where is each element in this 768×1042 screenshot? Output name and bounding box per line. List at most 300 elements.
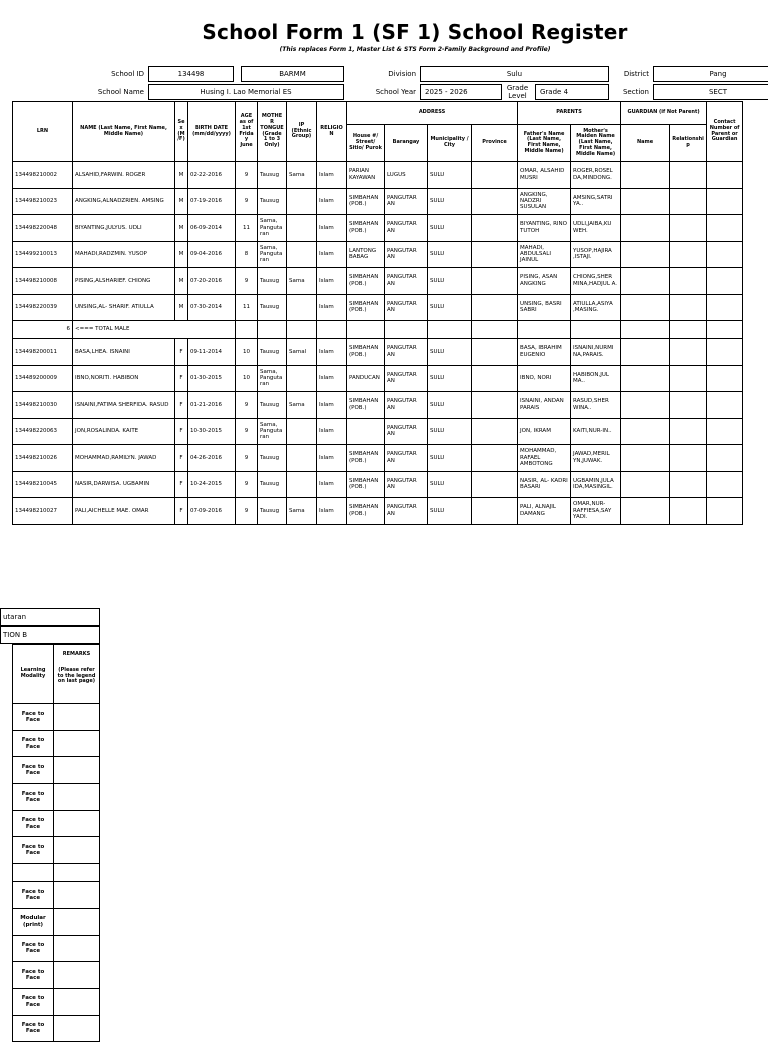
cell-religion: Islam [317,445,347,472]
cell-municipality: SULU [428,418,472,445]
cell-barangay: PANGUTAR AN [385,471,428,498]
cell-sex: M [175,215,188,242]
cell-lrn: 134498210008 [13,268,73,295]
cell-name: NASIR,DARWISA. UGBAMIN [73,471,175,498]
cell-lrn: 134489200009 [13,365,73,392]
total-row-cell [707,321,743,339]
cell-guardian-name [621,188,670,215]
remarks-cell [54,730,100,757]
cell-tongue: Tausug [258,162,287,189]
cell-tongue: Tausug [258,392,287,419]
modality-row [13,730,100,757]
cell-birth: 01-30-2015 [188,365,236,392]
municipality-header: Municipality / City [428,125,472,162]
remarks-title: REMARKS [62,651,91,657]
cell-name: ANGKING,ALNADZRIEN. AMSING [73,188,175,215]
remarks-cell [54,908,100,935]
cell-house: SIMBAHAN (POB.) [347,268,385,295]
cell-tongue: Tausug [258,471,287,498]
modality-row [13,810,100,837]
cell-age: 9 [236,268,258,295]
cell-tongue: Sama, Pangutaran [258,365,287,392]
modality-row [13,962,100,989]
cell-ip [287,418,317,445]
cell-name: ALSAHID,FARWIN. ROGER [73,162,175,189]
cell-ip: Sama [287,392,317,419]
total-row-cell [236,321,258,339]
cell-sex: F [175,339,188,366]
cell-ip [287,188,317,215]
section-field: SECT [653,84,768,100]
cell-house: PANDUCAN [347,365,385,392]
cell-father: MAHADI, ABDULSALI JAINUL [518,241,571,268]
school-name-field: Husing I. Lao Memorial ES [148,84,344,100]
cell-province [472,215,518,242]
cell-contact [707,294,743,321]
cell-guardian-name [621,339,670,366]
cell-religion: Islam [317,471,347,498]
total-row-cell [287,321,317,339]
table-row [13,339,743,366]
cell-province [472,365,518,392]
cell-municipality: SULU [428,392,472,419]
cell-barangay: PANGUTAR AN [385,294,428,321]
religion-header: RELIGION [317,102,347,162]
modality-row [13,704,100,731]
modality-header: Learning Modality [13,645,54,704]
modality-row [13,784,100,811]
school-id-label: School ID [111,69,144,78]
cell-contact [707,392,743,419]
contact-header: Contact Number of Parent or Guardian [707,102,743,162]
modality-cell: Face to Face [13,882,54,909]
cell-municipality: SULU [428,471,472,498]
cell-sex: F [175,445,188,472]
grade-level-label: Grade Level [506,83,529,100]
cell-relationship [670,188,707,215]
cell-birth: 06-09-2014 [188,215,236,242]
cell-relationship [670,241,707,268]
division-field: Sulu [420,66,609,82]
province-header: Province [472,125,518,162]
total-row-cell [621,321,670,339]
cell-age: 11 [236,294,258,321]
school-year-field: 2025 - 2026 [420,84,502,100]
cell-sex: M [175,188,188,215]
cell-house: SIMBAHAN (POB.) [347,215,385,242]
cell-mother: YUSOP,HAJIRA ,ISTAJI. [571,241,621,268]
school-id-field: 134498 [148,66,234,82]
cell-father: IBNO, NORI [518,365,571,392]
cell-mother: UDLI,JAIBA,KU WEH. [571,215,621,242]
cell-ip: Sama [287,162,317,189]
cell-barangay: PANGUTAR AN [385,268,428,295]
birth-date-header: BIRTH DATE (mm/dd/yyyy) [188,102,236,162]
cell-lrn: 134498210027 [13,498,73,525]
cell-barangay: PANGUTAR AN [385,188,428,215]
cell-province [472,392,518,419]
cell-religion: Islam [317,294,347,321]
cell-age: 10 [236,365,258,392]
cell-contact [707,418,743,445]
cell-house: PARIAN KAYAWAN [347,162,385,189]
cell-guardian-name [621,471,670,498]
cell-name: JON,ROSALINDA. KAITE [73,418,175,445]
modality-cell: Face to Face [13,730,54,757]
cell-tongue: Sama, Pangutaran [258,241,287,268]
cell-lrn: 134498220039 [13,294,73,321]
cell-municipality: SULU [428,268,472,295]
modality-cell: Face to Face [13,757,54,784]
cell-province [472,339,518,366]
cell-guardian-name [621,418,670,445]
cell-house: LANTONG BABAG [347,241,385,268]
cell-lrn: 134498220063 [13,418,73,445]
modality-row [13,908,100,935]
total-male-count: 6 [13,321,73,339]
cell-relationship [670,471,707,498]
remarks-cell [54,882,100,909]
modality-cell: Face to Face [13,988,54,1015]
cell-birth: 07-09-2016 [188,498,236,525]
total-row-cell [317,321,347,339]
cell-birth: 02-22-2016 [188,162,236,189]
cell-barangay: PANGUTAR AN [385,498,428,525]
cell-municipality: SULU [428,162,472,189]
cell-ip: Sama [287,268,317,295]
cell-guardian-name [621,241,670,268]
guardian-header: GUARDIAN (if Not Parent) [621,102,707,125]
house-header: House #/ Street/ Sitio/ Purok [347,125,385,162]
cell-religion: Islam [317,498,347,525]
remarks-cell [54,837,100,864]
cell-birth: 04-26-2016 [188,445,236,472]
cell-ip [287,365,317,392]
sex-header: Sex (M/F) [175,102,188,162]
cell-name: PALI,AICHELLE MAE. OMAR [73,498,175,525]
cell-province [472,471,518,498]
cell-mother: KAITI,NUR-IN.. [571,418,621,445]
form-subtitle: (This replaces Form 1, Master List & STS Form 2-Family Background and Profile) [279,46,551,53]
cell-sex: F [175,392,188,419]
cell-house: SIMBAHAN (POB.) [347,392,385,419]
cell-father: ISNAINI, ANDAN PARAIS [518,392,571,419]
cell-religion: Islam [317,365,347,392]
father-header: Father's Name (Last Name, First Name, Middle Name) [518,125,571,162]
age-header: AGE as of 1st Friday June [236,102,258,162]
cell-father: OMAR, ALSAHID MUSRI [518,162,571,189]
cell-religion: Islam [317,215,347,242]
table-row [13,392,743,419]
cell-barangay: PANGUTAR AN [385,365,428,392]
remarks-note: (Please refer to the legend on last page) [57,666,96,685]
cell-guardian-name [621,294,670,321]
cell-relationship [670,392,707,419]
cell-name: MAHADI,RADZMIN. YUSOP [73,241,175,268]
cell-municipality: SULU [428,241,472,268]
cell-contact [707,162,743,189]
modality-cell: Face to Face [13,704,54,731]
cell-tongue: Tausug [258,498,287,525]
cell-house: SIMBAHAN (POB.) [347,445,385,472]
cell-municipality: SULU [428,445,472,472]
table-row [13,445,743,472]
cell-contact [707,241,743,268]
cell-relationship [670,294,707,321]
table-row [13,215,743,242]
cell-mother: AMSING,SATRI YA.. [571,188,621,215]
cell-barangay: PANGUTAR AN [385,241,428,268]
form-title: School Form 1 (SF 1) School Register [202,20,628,44]
cell-father: JON, IKRAM [518,418,571,445]
cell-lrn: 134498210030 [13,392,73,419]
cell-religion: Islam [317,241,347,268]
cell-mother: OMAR,NUR-RAFFIESA,SAY YADI. [571,498,621,525]
cell-birth: 09-11-2014 [188,339,236,366]
cell-ip [287,445,317,472]
table-row [13,498,743,525]
cell-contact [707,365,743,392]
cell-ip: Sama [287,498,317,525]
cell-ip: Samal [287,339,317,366]
parents-header: PARENTS [518,102,621,125]
modality-row [13,935,100,962]
cell-province [472,188,518,215]
cell-guardian-name [621,365,670,392]
cell-ip [287,471,317,498]
school-name-label: School Name [97,87,144,96]
remarks-cell [54,784,100,811]
cell-municipality: SULU [428,339,472,366]
cell-age: 8 [236,241,258,268]
name-header: NAME (Last Name, First Name, Middle Name) [73,102,175,162]
cell-relationship [670,268,707,295]
cell-province [472,268,518,295]
cell-name: PISING,ALSHARIEF. CHIONG [73,268,175,295]
cell-contact [707,339,743,366]
cell-relationship [670,445,707,472]
table-row [13,418,743,445]
total-male-label: <=== TOTAL MALE [73,321,236,339]
cell-guardian-name [621,392,670,419]
remarks-cell [54,757,100,784]
total-row-cell [670,321,707,339]
cell-barangay: PANGUTAR AN [385,392,428,419]
cell-name: MOHAMMAD,RAMILYN. JAWAD [73,445,175,472]
cell-tongue: Sama, Pangutaran [258,418,287,445]
cell-mother: ISNAINI,NURMI NA,PARAIS. [571,339,621,366]
cell-relationship [670,418,707,445]
cell-sex: M [175,268,188,295]
cell-name: UNSING,AL- SHARIF. ATIULLA [73,294,175,321]
cell-house: SIMBAHAN (POB.) [347,188,385,215]
cell-age: 11 [236,215,258,242]
cell-house [347,418,385,445]
cell-sex: F [175,365,188,392]
cell-tongue: Tausug [258,445,287,472]
cell-mother: ATIULLA,ASIYA ,MASING. [571,294,621,321]
total-row-cell [347,321,385,339]
total-row-cell [472,321,518,339]
modality-cell: Face to Face [13,810,54,837]
cell-barangay: PANGUTAR AN [385,215,428,242]
cell-lrn: 134499210013 [13,241,73,268]
cell-lrn: 134498210023 [13,188,73,215]
cell-tongue: Tausug [258,268,287,295]
cell-age: 9 [236,188,258,215]
remarks-cell [54,810,100,837]
cell-municipality: SULU [428,365,472,392]
cell-province [472,162,518,189]
modality-cell: Face to Face [13,1015,54,1042]
modality-cell: Face to Face [13,837,54,864]
mother-tongue-header: MOTHER TONGUE (Grade 1 to 3 Only) [258,102,287,162]
cell-contact [707,445,743,472]
cell-guardian-name [621,162,670,189]
address-header: ADDRESS [347,102,518,125]
cell-barangay: PANGUTAR AN [385,418,428,445]
cell-ip [287,241,317,268]
cell-age: 10 [236,339,258,366]
cell-mother: ROGER,ROSEL DA,MINDONG. [571,162,621,189]
modality-row [13,1015,100,1042]
cell-relationship [670,162,707,189]
cell-religion: Islam [317,418,347,445]
cell-mother: HABIBON,JUL MA.. [571,365,621,392]
total-male-row [13,321,743,339]
cell-mother: RASUD,SHER WINA.. [571,392,621,419]
cell-contact [707,471,743,498]
cell-age: 9 [236,471,258,498]
cell-age: 9 [236,445,258,472]
cell-sex: M [175,241,188,268]
cell-province [472,294,518,321]
table-row [13,365,743,392]
cell-house: SIMBAHAN (POB.) [347,339,385,366]
cell-father: BASA, IBRAHIM EUGENIO [518,339,571,366]
cell-house: SIMBAHAN (POB.) [347,471,385,498]
page2-section: TION B [0,626,100,644]
cell-contact [707,215,743,242]
cell-contact [707,498,743,525]
cell-name: BASA,LHEA. ISNAINI [73,339,175,366]
remarks-cell [54,988,100,1015]
cell-birth: 10-24-2015 [188,471,236,498]
cell-house: SIMBAHAN (POB.) [347,294,385,321]
cell-lrn: 134498210026 [13,445,73,472]
modality-cell: Face to Face [13,935,54,962]
total-row-cell [385,321,428,339]
cell-province [472,498,518,525]
cell-name: IBNO,NORITI. HABIBON [73,365,175,392]
cell-lrn: 134498210045 [13,471,73,498]
cell-province [472,445,518,472]
cell-religion: Islam [317,339,347,366]
cell-barangay: LUGUS [385,162,428,189]
cell-religion: Islam [317,162,347,189]
remarks-cell [54,1015,100,1042]
cell-barangay: PANGUTAR AN [385,339,428,366]
cell-mother: JAWAD,MERIL YN,JUWAK. [571,445,621,472]
cell-province [472,418,518,445]
register-table [12,101,743,525]
page2-district: utaran [0,608,100,626]
cell-province [472,241,518,268]
cell-municipality: SULU [428,215,472,242]
cell-religion: Islam [317,268,347,295]
cell-relationship [670,498,707,525]
relationship-header: Relationship [670,125,707,162]
cell-lrn: 134498200011 [13,339,73,366]
cell-father: ANGKING, NADZRI SUSULAN [518,188,571,215]
cell-guardian-name [621,268,670,295]
mother-header: Mother's Maiden Name (Last Name, First Name, Middle Name) [571,125,621,162]
cell-age: 9 [236,162,258,189]
cell-ip [287,294,317,321]
remarks-cell [54,935,100,962]
total-row-cell [518,321,571,339]
cell-father: NASIR, AL- KADRI BASARI [518,471,571,498]
cell-tongue: Sama, Pangutaran [258,215,287,242]
cell-birth: 01-21-2016 [188,392,236,419]
table-row [13,188,743,215]
cell-birth: 07-30-2014 [188,294,236,321]
cell-municipality: SULU [428,188,472,215]
cell-father: UNSING, BASRI SABRI [518,294,571,321]
total-row-cell [428,321,472,339]
ip-header: IP (Ethnic Group) [287,102,317,162]
cell-relationship [670,365,707,392]
cell-name: ISNAINI,FATIMA SHERFIDA. RASUD [73,392,175,419]
modality-row [13,757,100,784]
modality-cell [13,864,54,882]
cell-birth: 07-19-2016 [188,188,236,215]
cell-father: BIYANTING, RINO TUTOH [518,215,571,242]
barangay-header: Barangay [385,125,428,162]
cell-relationship [670,339,707,366]
cell-contact [707,188,743,215]
cell-age: 9 [236,392,258,419]
district-field: Pang [653,66,768,82]
region-field: BARMM [241,66,344,82]
cell-sex: M [175,162,188,189]
cell-father: PISING, ASAN ANGKING [518,268,571,295]
lrn-header: LRN [13,102,73,162]
school-year-label: School Year [375,87,416,96]
cell-contact [707,268,743,295]
cell-mother: UGBAMIN,JULA IDA,MASINGIL. [571,471,621,498]
cell-sex: M [175,294,188,321]
cell-birth: 10-30-2015 [188,418,236,445]
modality-row [13,882,100,909]
cell-father: MOHAMMAD, RAFAEL AMBOTONG [518,445,571,472]
cell-sex: F [175,471,188,498]
table-row [13,471,743,498]
grade-level-field: Grade 4 [535,84,609,100]
cell-lrn: 134498220048 [13,215,73,242]
cell-father: PALI, ALNAJIL DAMANG [518,498,571,525]
cell-ip [287,215,317,242]
modality-row [13,837,100,864]
cell-sex: F [175,418,188,445]
section-label: Section [622,87,649,96]
cell-guardian-name [621,215,670,242]
modality-cell: Face to Face [13,784,54,811]
division-label: Division [388,69,416,78]
total-row-cell [571,321,621,339]
cell-tongue: Tausug [258,294,287,321]
cell-religion: Islam [317,392,347,419]
